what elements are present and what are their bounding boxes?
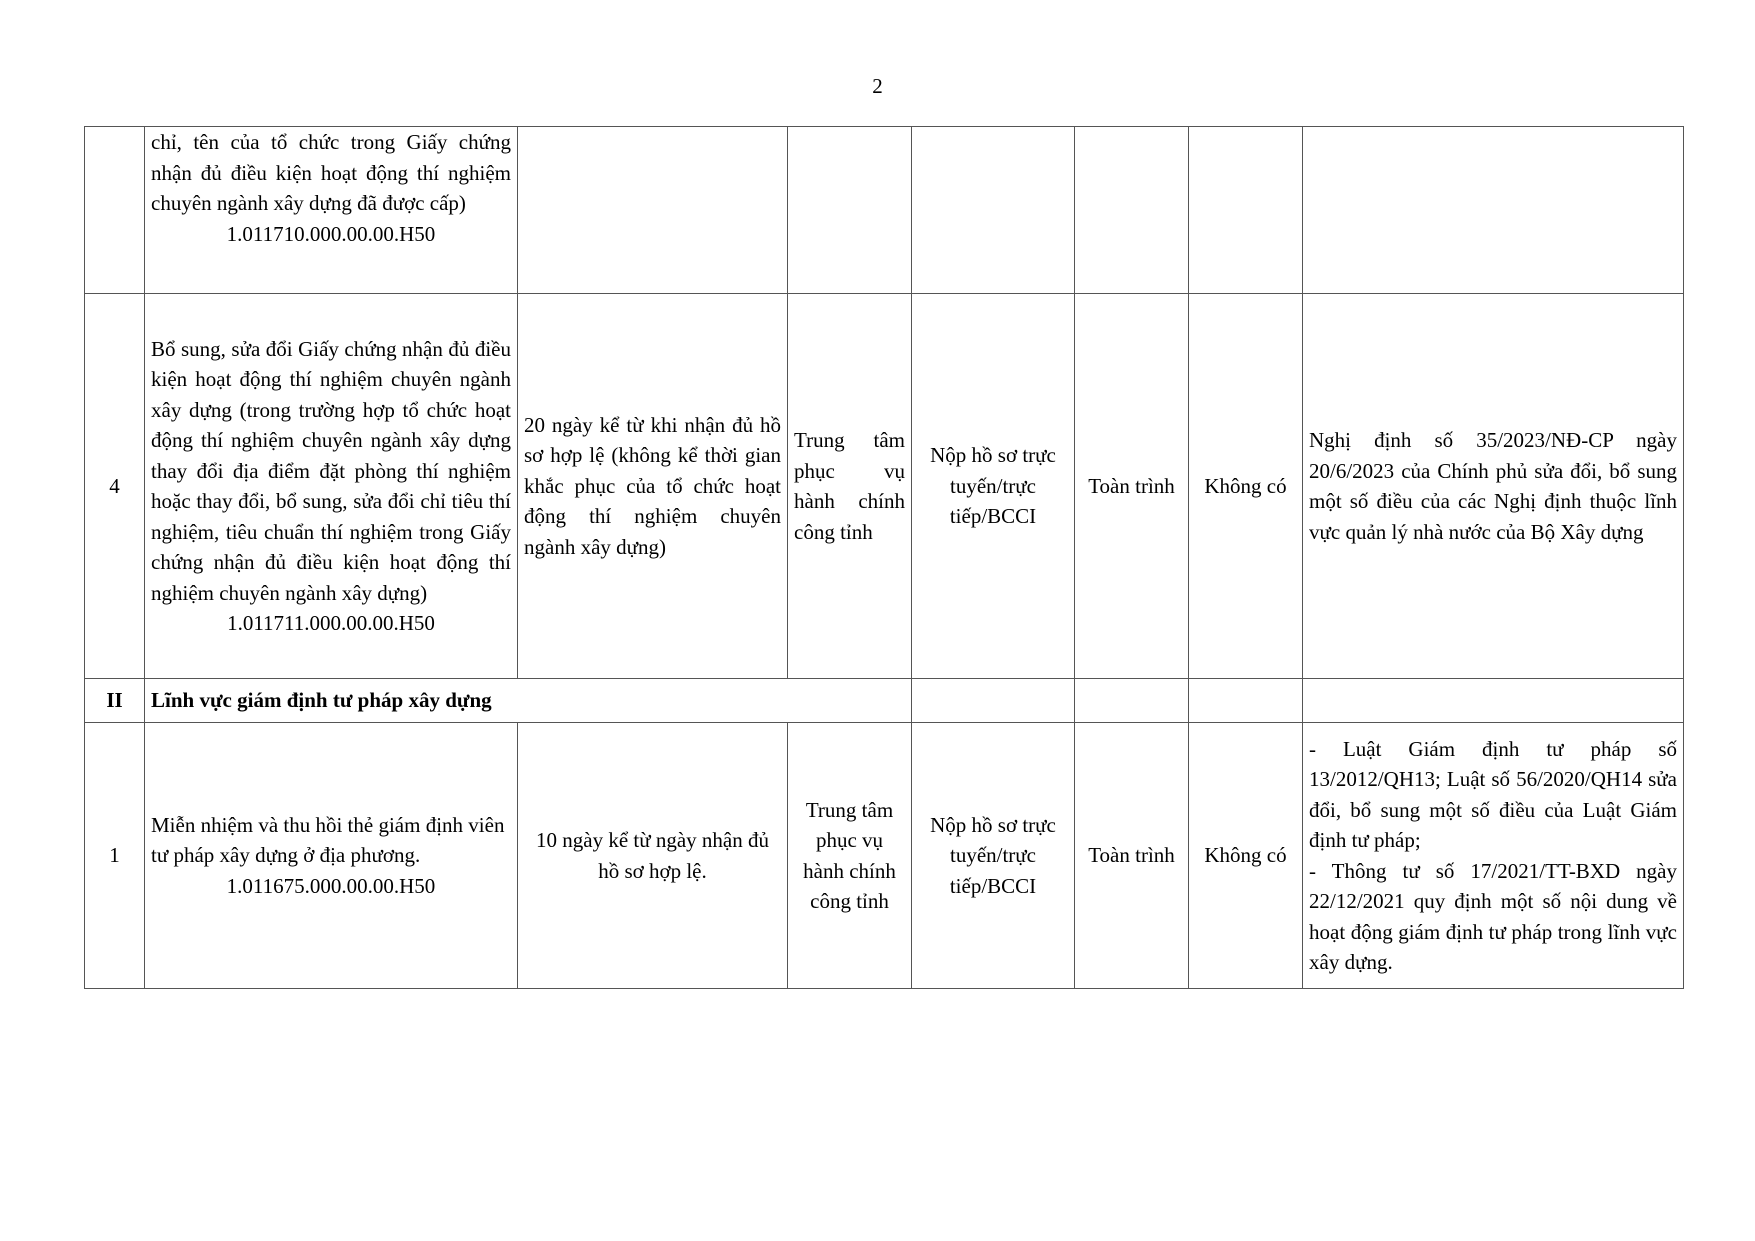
legal-cell	[1303, 679, 1684, 723]
time-cell	[518, 127, 788, 294]
stt-cell: 1	[85, 723, 145, 989]
fee-cell	[1189, 679, 1303, 723]
procedure-code: 1.011711.000.00.00.H50	[227, 611, 435, 635]
method-cell: Nộp hồ sơ trực tuyến/trực tiếp/BCCI	[912, 294, 1075, 679]
level-cell: Toàn trình	[1075, 294, 1189, 679]
table-row	[85, 294, 1684, 679]
method-cell	[912, 679, 1075, 723]
table-row	[85, 723, 1684, 989]
section-number: II	[85, 679, 145, 723]
stt-cell: 4	[85, 294, 145, 679]
legal-cell	[1303, 127, 1684, 294]
procedure-name-cell	[145, 723, 518, 989]
level-cell	[1075, 679, 1189, 723]
procedure-name-cell	[145, 294, 518, 679]
legal-item: - Thông tư số 17/2021/TT-BXD ngày 22/12/2021 quy định một số nội dung về hoạt động giám định tư pháp trong lĩnh vực xây dựng.	[1309, 858, 1677, 974]
time-cell: 20 ngày kể từ khi nhận đủ hồ sơ hợp lệ (không kể thời gian khắc phục của tổ chức hoạt động thí nghiệm chuyên ngành xây dựng)	[518, 294, 788, 679]
fee-cell	[1189, 127, 1303, 294]
section-row	[85, 679, 1684, 723]
procedure-code: 1.011710.000.00.00.H50	[226, 221, 436, 246]
place-cell: Trung tâm phục vụ hành chính công tỉnh	[788, 723, 912, 989]
stt-cell	[85, 127, 145, 294]
table-row	[85, 127, 1684, 294]
procedure-name: Bổ sung, sửa đổi Giấy chứng nhận đủ điều kiện hoạt động thí nghiệm chuyên ngành xây dựng (trong trường hợp tổ chức hoạt động thí nghiệm chuyên ngành xây dựng thay đổi địa điểm đặt phòng thí nghiệm hoặc thay đổi, bổ sung, sửa đổi chỉ tiêu thí nghiệm, tiêu chuẩn thí nghiệm trong Giấy chứng nhận đủ điều kiện hoạt động thí nghiệm chuyên ngành xây dựng)	[151, 336, 511, 605]
fee-cell: Không có	[1189, 294, 1303, 679]
procedure-name: chỉ, tên của tổ chức trong Giấy chứng nhận đủ điều kiện hoạt động thí nghiệm chuyên ngành xây dựng đã được cấp)	[151, 130, 511, 215]
level-cell: Toàn trình	[1075, 723, 1189, 989]
legal-item: - Luật Giám định tư pháp số 13/2012/QH13; Luật số 56/2020/QH14 sửa đổi, bổ sung một số điều của Luật Giám định tư pháp;	[1309, 736, 1677, 852]
section-title: Lĩnh vực giám định tư pháp xây dựng	[145, 679, 912, 723]
method-cell	[912, 127, 1075, 294]
place-cell	[788, 127, 912, 294]
procedure-name: Miễn nhiệm và thu hồi thẻ giám định viên tư pháp xây dựng ở địa phương.	[151, 812, 505, 868]
fee-cell: Không có	[1189, 723, 1303, 989]
page-number: 2	[872, 74, 883, 98]
method-cell: Nộp hồ sơ trực tuyến/trực tiếp/BCCI	[912, 723, 1075, 989]
procedure-code: 1.011675.000.00.00.H50	[226, 873, 436, 898]
procedures-table	[84, 126, 1684, 989]
legal-cell	[1303, 723, 1684, 989]
level-cell	[1075, 127, 1189, 294]
legal-cell: Nghị định số 35/2023/NĐ-CP ngày 20/6/2023 của Chính phủ sửa đổi, bổ sung một số điều của các Nghị định thuộc lĩnh vực quản lý nhà nước của Bộ Xây dựng	[1303, 294, 1684, 679]
procedure-name-cell	[145, 127, 518, 294]
place-cell: Trung tâm phục vụ hành chính công tỉnh	[788, 294, 912, 679]
time-cell: 10 ngày kể từ ngày nhận đủ hồ sơ hợp lệ.	[518, 723, 788, 989]
